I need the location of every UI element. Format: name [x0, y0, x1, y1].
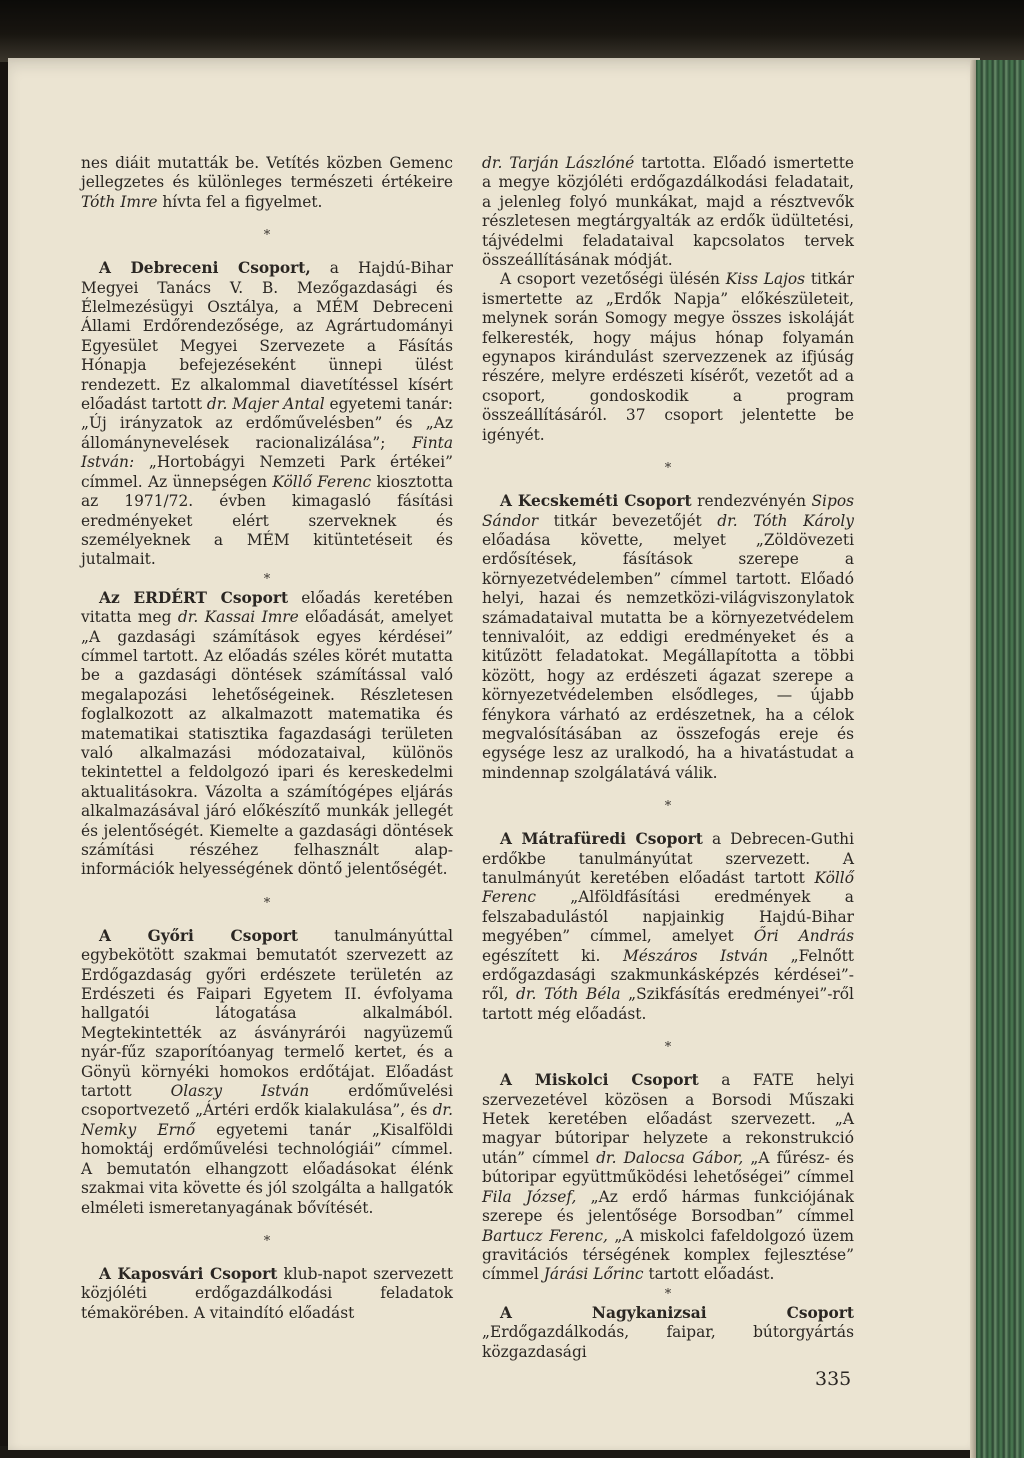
text: „Alföldfásítási eredmények a felszabadulástól napjainkig Hajdú-Bihar megyében” címmel, amelyet — [482, 888, 854, 946]
paragraph-nagykanizsai — [482, 1304, 854, 1362]
person-name: Járási Lőrinc — [543, 1265, 644, 1284]
paragraph-erdert — [81, 589, 453, 880]
section-heading: A Győri Csoport — [99, 926, 298, 945]
text: „A fűrész- és bútoripar együttműködési lehetőségei” címmel — [482, 1148, 854, 1187]
text: előadás keretében vitatta meg — [81, 588, 453, 627]
paragraph-tarjan — [482, 154, 854, 270]
person-name: Köllő Ferenc — [272, 472, 372, 491]
section-heading: Az ERDÉRT Csoport — [99, 588, 289, 607]
text: a Debrecen-Guthi erdőkbe tanulmányútat szervezett. A tanulmányút keretében előadást tartott — [482, 830, 854, 887]
paragraph-gyori — [81, 927, 453, 1218]
person-name: dr. Dalocsa Gábor, — [596, 1148, 744, 1167]
section-separator: * — [664, 1040, 672, 1056]
text: „Erdőgazdálkodás, faipar, bútorgyártás közgazdasági — [482, 1323, 854, 1361]
text: egyetemi tanár „Kisalföldi homoktáj erdőművelési technológiái” címmel. A bemutatón elhangzott előadásokat élénk szakmai vita követte és jól szolgálta a hallgatók elméleti ismeretanyagának bővítését. — [81, 1120, 454, 1217]
text: egészített ki. — [482, 946, 623, 965]
text: egyetemi tanár: „Új irányzatok az erdőművelésben” és „Az állománynevelések racionalizálása”; — [81, 395, 453, 452]
paragraph-kaposvari — [81, 1265, 453, 1323]
text: „Szikfásítás eredményei”-ről tartott még előadást. — [482, 985, 854, 1023]
text: „Felnőtt erdőgazdasági szakmunkásképzés kérdései”-ről, — [482, 946, 854, 1004]
paragraph-debreceni — [81, 259, 453, 570]
section-separator: * — [664, 799, 672, 815]
person-name: Tóth Imre — [81, 192, 158, 211]
person-name: Finta István: — [81, 433, 453, 472]
person-name: Mészáros István — [622, 946, 769, 965]
section-heading: A Debreceni Csoport, — [99, 259, 311, 278]
text: előadását, amelyet „A gazdasági számítások egyes kérdései” címmel tartott. Az előadás széles körét mutatta be a gazdasági döntések számítással való megalapozási lehetőségeinek. Részletesen foglalkozott az alkalmazott matematika és matematikai statisztika fagazdasági területen való alkalmazási módozataival, különös tekintettel a feldolgozó ipari és kereskedelmi aktualitásokra. Vázolta a számítógépes eljárás alkalmazásával járó előkészítő munkák jellegét és jelentőségét. Kiemelte a gazdasági döntések számítási részéhez felhasznált alap-információk helyességének döntő jelentőségét. — [81, 608, 453, 879]
text: klub-napot szervezett közjóléti erdőgazdálkodási feladatok témakörében. A vitaindító előadást — [81, 1264, 453, 1322]
left-column — [81, 154, 453, 1323]
person-name: Olaszy István — [170, 1082, 310, 1101]
section-separator: * — [664, 1286, 672, 1302]
paragraph-miskolci — [482, 1071, 854, 1284]
section-separator: * — [664, 461, 672, 477]
section-heading: A Nagykanizsai Csoport — [500, 1303, 854, 1322]
paragraph-kiss-lajos — [482, 270, 854, 445]
scan-top-shadow — [0, 0, 1024, 62]
page-number: 335 — [815, 1368, 852, 1390]
text: előadása követte, melyet „Zöldövezeti erdősítések, fásítások szerepe a környezetvédelemben” címmel tartott. Előadó helyi, hazai és nemzetközi-világviszonylatok számadataival mutatta be a környezetvédelem tennivalóit, az eddigi eredményeket és a kitűzött feladatokat. Megállapította a többi között, hogy az erdészeti ágazat szerepe a környezetvédelemben elsődleges, — újabb fénykora várható az erdészetnek, ha a célok megvalósításában az összefogás ereje és egysége lesz az uralkodó, ha a hivatástudat a mindennap szolgálatává válik. — [482, 530, 854, 782]
section-separator: * — [263, 1233, 271, 1249]
section-heading: A Mátrafüredi Csoport — [500, 830, 703, 849]
paragraph-gemenc — [81, 154, 453, 212]
paragraph-matrafuredi — [482, 830, 854, 1024]
text: „A miskolci fafeldolgozó üzem gravitációs térségének komplex fejlesztése” címmel — [482, 1226, 854, 1284]
text: tartott előadást. — [643, 1265, 775, 1284]
section-heading: A Miskolci Csoport — [500, 1071, 699, 1090]
person-name: Bartucz Ferenc, — [482, 1226, 608, 1245]
person-name: Kiss Lajos — [725, 270, 806, 289]
section-heading: A Kecskeméti Csoport — [500, 492, 692, 511]
book-spine — [976, 60, 1024, 1458]
person-name: Őri András — [753, 927, 855, 946]
text: a FATE helyi szervezetével közösen a Borsodi Műszaki Hetek keretében előadást szervezett. „A magyar bútoripar helyzete a rekonstrukció után” címmel — [482, 1071, 854, 1167]
text: rendezvényén — [691, 492, 812, 511]
text: kiosztotta az 1971/72. évben kimagasló fásítási eredményeket elért szerveknek és személyeknek a MÉM kitüntetéseit és jutalmait. — [81, 472, 453, 569]
person-name: Köllő Ferenc — [482, 869, 854, 907]
person-name: Fila József, — [482, 1187, 577, 1206]
text: a Hajdú-Bihar Megyei Tanács V. B. Mezőgazdasági és Élelmezésügyi Osztálya, a MÉM Debreceni Állami Erdőrendezősége, az Agrártudományi Egyesület Megyei Szervezete a Fásítás Hónapja befejezéseként ünnepi ülést rendezett. Ez alkalommal diavetítéssel kísért előadást tartott — [81, 259, 453, 414]
text: „Az erdő hármas funkciójának szerepe és jelentősége Borsodban” címmel — [482, 1187, 854, 1226]
section-separator: * — [263, 895, 271, 911]
person-name: Sipos Sándor — [482, 492, 854, 530]
text: titkár ismertette az „Erdők Napja” előkészületeit, melynek során Somogy megye összes iskoláját felkeresték, hogy május hónap folyamán egynapos kirándulást szervezzenek az ifjúság részére, melyre erdészeti kísérőt, vezetőt ad a csoport, gondoskodik a program összeállításáról. 37 csoport jelentette be igényét. — [482, 270, 854, 444]
text: hívta fel a figyelmet. — [157, 192, 323, 211]
text: „Hortobágyi Nemzeti Park értékei” címmel. Az ünnepségen — [81, 453, 453, 491]
person-name: dr. Tarján Lászlóné — [482, 154, 635, 172]
paragraph-kecskemeti — [482, 492, 854, 783]
text: tartotta. Előadó ismertette a megye közjóléti erdőgazdálkodási feladatait, a jelenleg folyó munkákat, majd a résztvevők részletesen megtárgyalták az erdők üdültetési, tájvédelmi feladataival kapcsolatos tervek összeállításának módját. — [482, 154, 854, 270]
text: A csoport vezetőségi ülésén — [500, 270, 726, 289]
text: erdőművelési csoportvezető „Ártéri erdők kialakulása”, és — [81, 1082, 453, 1120]
text: nes diáit mutatták be. Vetítés közben Gemenc jellegzetes és különleges természeti értékeire — [81, 154, 453, 192]
right-column — [482, 154, 854, 1362]
person-name: dr. Tóth Károly — [717, 511, 854, 530]
person-name: dr. Kassai Imre — [177, 608, 299, 627]
person-name: dr. Tóth Béla — [516, 985, 621, 1004]
person-name: dr. Nemky Ernő — [81, 1101, 453, 1139]
section-heading: A Kaposvári Csoport — [99, 1264, 278, 1283]
text: tanulmányúttal egybekötött szakmai bemutatót szervezett az Erdőgazdaság győri erdészete területén az Erdészeti és Faipari Egyetem II. évfolyama hallgatói látogatása alkalmából. Megtekintették az ásványrárói nagyüzemű nyár-fűz szaporítóanyag termelő kertet, és a Gönyü környéki homokos erdőtájat. Előadást tartott — [81, 926, 453, 1101]
section-separator: * — [263, 571, 271, 587]
person-name: dr. Majer Antal — [206, 395, 325, 414]
section-separator: * — [263, 228, 271, 244]
text: titkár bevezetőjét — [538, 511, 718, 530]
